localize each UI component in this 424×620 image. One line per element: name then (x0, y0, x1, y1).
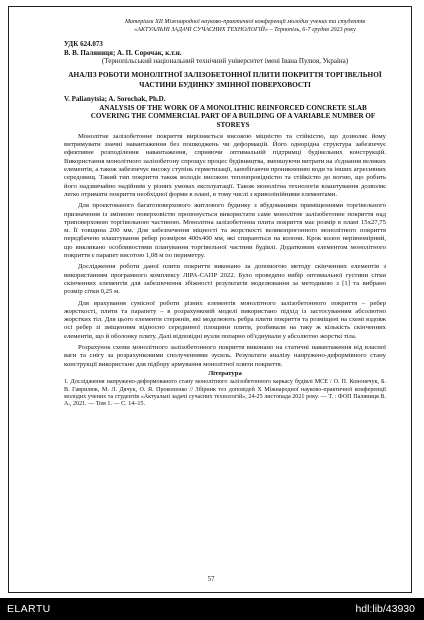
conference-header (104, 19, 386, 34)
repository-name[interactable]: ELARTU (7, 603, 51, 615)
udk-code: УДК 624.073 (64, 40, 103, 49)
document-page (8, 6, 412, 593)
paragraph: Монолітне залізобетонне покриття вирізняється високою міцністю та стійкістю, що дозволяє йому витримувати значні навантаження без пошкоджень чи деформацій. Його однорідна структура забезпечує ефективне розподілення навантаження, сприяючи оптимальній підтримці будівельних конструкцій. Використання монолітного залізобетону спрощує процес будівництва, зменшуючи витрати на з'єднання великих елементів, а також забезпечує високу ступінь герметизації, запобігаючи проникненню води та інших агресивних середовищ. Такий тип покриття також володіє високою теплопровідністю та стійкістю до вогню, що робить його надзвичайно надійним у різних умовах експлуатації. Також монолітна технологія влаштування дозволяє легко отримати покриття необхідної форми в плані, в тому числі з криволінійними елементами. (64, 132, 386, 198)
page-content (64, 19, 386, 409)
paragraph: Для врахування сумісної роботи різних елементів монолітного залізобетонного покриття – ребер жорсткості, плити та парапету – в розрахунковій моделі використано підхід із застосуванням абсолютно жорстких тіл. Для цього елементи стержнів, які моделюють ребра плити покриття та розміщені на схемі вздовж осі ребер зі зміщенням відносно серединної площини плити, розбивали на таку ж кількість скінченних елементів, що й оболонку плиту. Далі відповідні вузли попарно об'єднували у абсолютно жорсткі тіла. (64, 299, 386, 340)
handle-identifier[interactable]: hdl:lib/43930 (355, 603, 415, 615)
authors-en: V. Palianytsia; A. Sorochak, Ph.D. (64, 95, 166, 104)
title-uk: АНАЛІЗ РОБОТИ МОНОЛІТНОЇ ЗАЛІЗОБЕТОННОЇ ПЛИТИ ПОКРИТТЯ ТОРГІВЕЛЬНОЇ ЧАСТИНИ БУДИНКУ ЗМІННОЇ ПОВЕРХОВОСТІ (68, 69, 382, 89)
paragraph: Дослідження роботи даної плити покриття виконано за допомогою методу скінченних елементів з використанням програмного комплексу ЛІРА-САПР 2022. Було проведено вибір оптимальної густини сітки скінченних елементів для забезпечення збіжності результатів моделювання за методикою з [1] та вибрано розмір сітки 0,25 м. (64, 263, 386, 296)
paragraph: Для проектованого багатоповерхового житлового будинку з вбудованими приміщеннями торгівельного призначення із змінною поверховістю пропонується використати саме монолітне залізобетонне покриття над триповерховою торгівельною частиною. Монолітна залізобетонна плита покриття має розмір в плані 15x27,75 м. Її товщина 200 мм. Для забезпечення міцності та жорсткості великопрогонного монолітного покриття передбачено влаштування ребер розміром 400x400 мм, які спираються на колони. Крок колон нерівномірний, що викликано особливостями планування торгівельної частини будівлі. Додатковим елементом монолітного покриття є парапет висотою 1,08 м по периметру. (64, 202, 386, 260)
reference-item: 1. Дослідження напружено-деформованого стану монолітного залізобетонного каркасу будівлі МСЕ / О. П. Кононечук, Б. В. Гаврилюк, М. Л. Дячук, О. Я. Прокопенко // Збірник тез доповідей X Міжнародної науково-практичної конференції молодих учених та студентів «Актуальні задачі сучасних технологій», 24-25 листопада 2021 року. — Т. : ФОП Паляниця В. А., 2021. — Том 1. — С. 14–15. (64, 379, 386, 408)
title-en: ANALYSIS OF THE WORK OF A MONOLITHIC REINFORCED CONCRETE SLAB COVERING THE COMMERCIAL PART OF A BUILDING OF A VARIABLE NUMBER OF STOREYS (90, 103, 376, 130)
page-number: 57 (207, 575, 215, 583)
authors-uk: В. В. Паляниця; А. П. Сорочак, к.т.н. (64, 48, 182, 57)
affiliation: (Тернопільський національний технічний університет імені Івана Пулюя, Україна) (101, 57, 349, 66)
article-body (64, 133, 386, 369)
paragraph: Розрахунок схеми монолітного залізобетонного покриття виконано на статичні навантаження від власної ваги та снігу за розрахунковими сполученнями зусиль. Результати аналізу напружено-деформівного стану конструкції використано для підбору армування монолітної плити покриття. (64, 343, 386, 368)
literature-heading: Література (208, 369, 242, 377)
repository-footer-bar (0, 598, 424, 620)
header-line-2: «АКТУАЛЬНІ ЗАДАЧІ СУЧАСНИХ ТЕХНОЛОГІЙ» – Тернопіль, 6-7 грудня 2023 року (134, 26, 356, 33)
header-line-1: Матеріали XII Міжнародної науково-практичної конференції молодих учених та студентів (124, 19, 366, 25)
